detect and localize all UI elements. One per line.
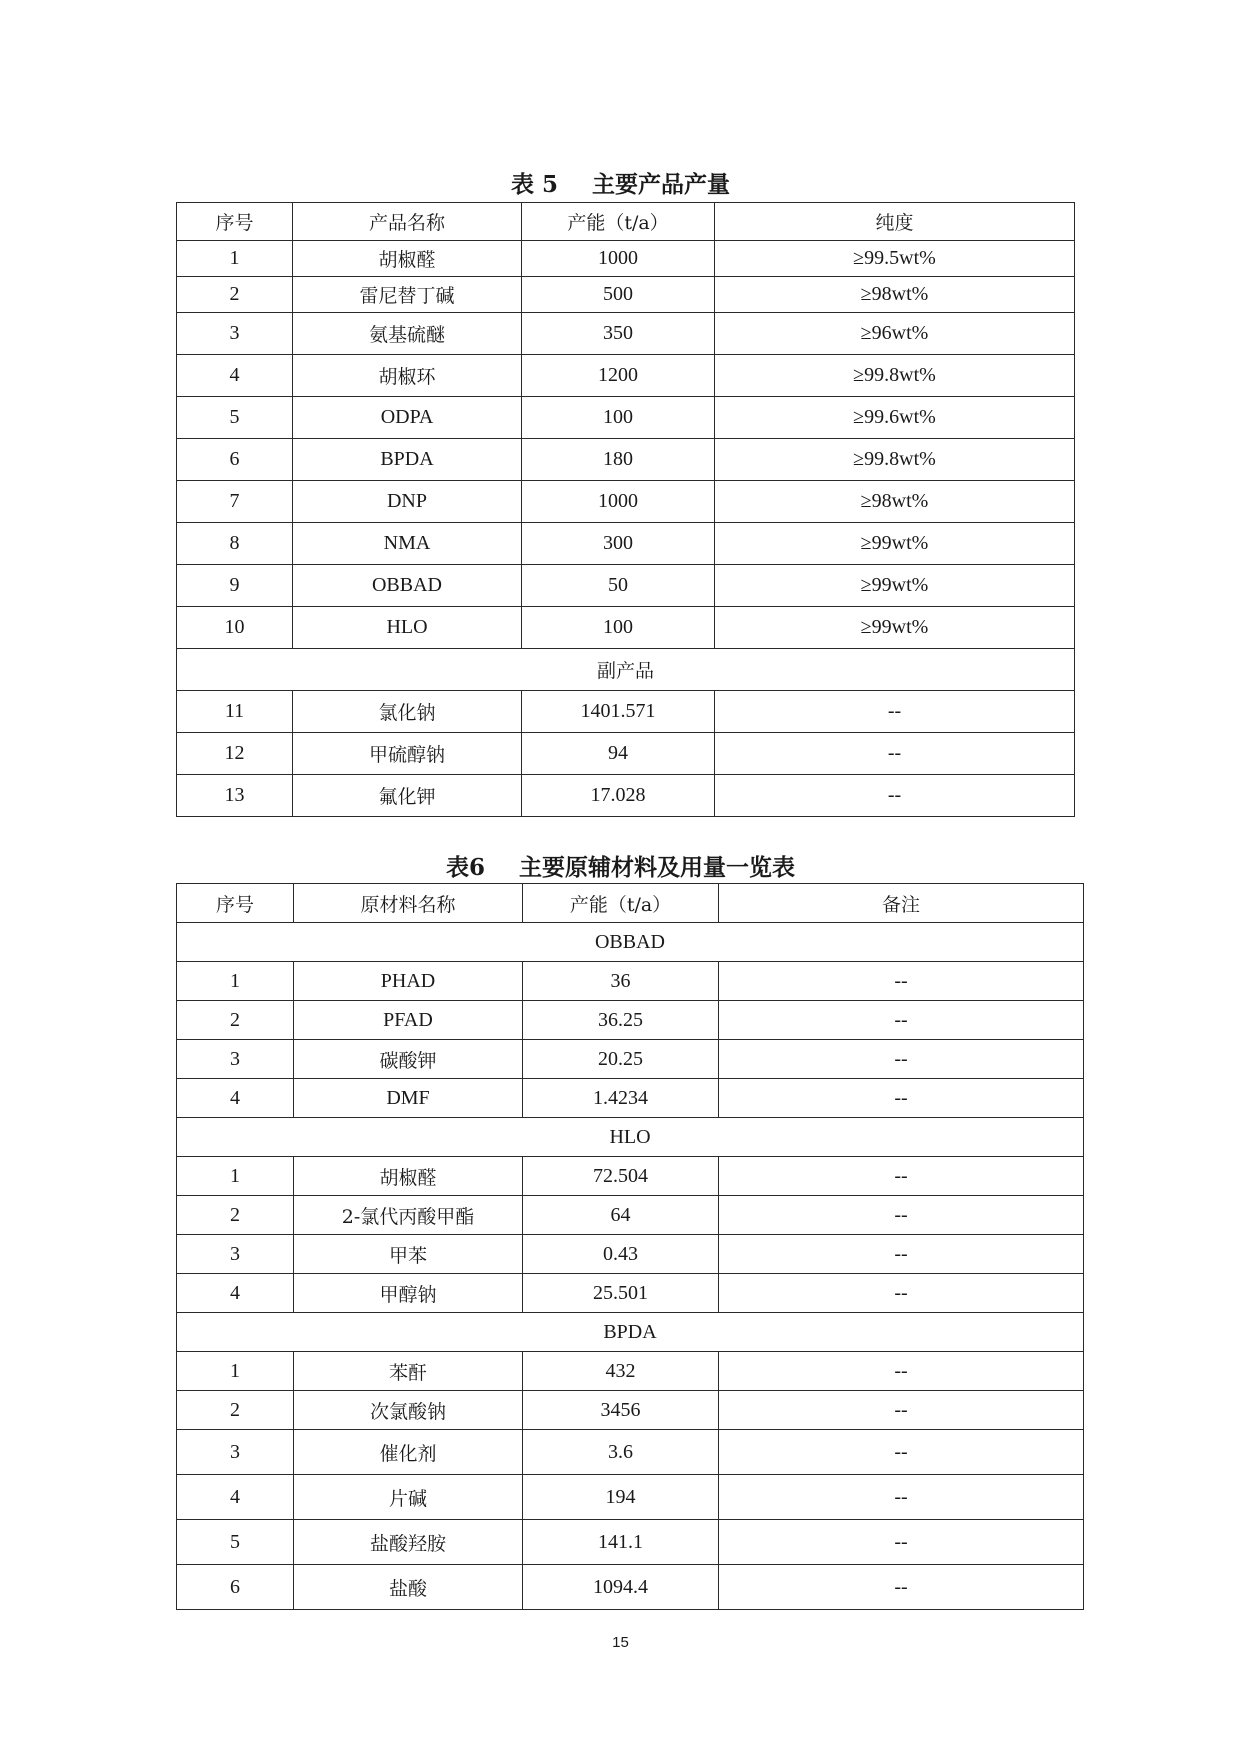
- header-cell: 备注: [719, 884, 1084, 923]
- cell-index: 2: [177, 1196, 294, 1235]
- table-row: [177, 962, 1084, 1001]
- table-row: [177, 1157, 1084, 1196]
- group-name: OBBAD: [177, 923, 1084, 962]
- cell-purity: ≥99.8wt%: [715, 355, 1075, 397]
- table-row: [177, 1001, 1084, 1040]
- cell-product: DNP: [293, 481, 522, 523]
- cell-product: 甲硫醇钠: [293, 733, 522, 775]
- cell-amount: 64: [523, 1196, 719, 1235]
- cell-capacity: 100: [522, 607, 715, 649]
- cell-product: 雷尼替丁碱: [293, 277, 522, 313]
- cell-index: 6: [177, 439, 293, 481]
- table6-caption-title: 主要原辅材料及用量一览表: [519, 854, 795, 881]
- cell-product: OBBAD: [293, 565, 522, 607]
- cell-index: 7: [177, 481, 293, 523]
- cell-purity: ≥99.5wt%: [715, 241, 1075, 277]
- table-header-row: [177, 203, 1075, 241]
- table-row: [177, 277, 1075, 313]
- cell-index: 9: [177, 565, 293, 607]
- cell-index: 2: [177, 277, 293, 313]
- cell-note: --: [719, 1520, 1084, 1565]
- table-row: [177, 241, 1075, 277]
- cell-index: 4: [177, 355, 293, 397]
- raw-materials-table: [176, 883, 1084, 1610]
- cell-capacity: 1000: [522, 481, 715, 523]
- cell-material: 次氯酸钠: [294, 1391, 523, 1430]
- table-row: [177, 355, 1075, 397]
- cell-index: 2: [177, 1001, 294, 1040]
- table-row: [177, 481, 1075, 523]
- table-header-row: [177, 884, 1084, 923]
- cell-material: 甲醇钠: [294, 1274, 523, 1313]
- cell-product: 胡椒环: [293, 355, 522, 397]
- cell-purity: --: [715, 733, 1075, 775]
- cell-index: 12: [177, 733, 293, 775]
- table-row: [177, 1430, 1084, 1475]
- table-row: [177, 1079, 1084, 1118]
- cell-amount: 25.501: [523, 1274, 719, 1313]
- cell-purity: ≥99.6wt%: [715, 397, 1075, 439]
- cell-note: --: [719, 1001, 1084, 1040]
- cell-amount: 3456: [523, 1391, 719, 1430]
- byproduct-section-row: [177, 649, 1075, 691]
- cell-index: 13: [177, 775, 293, 817]
- cell-note: --: [719, 1157, 1084, 1196]
- header-cell: 纯度: [715, 203, 1075, 241]
- cell-index: 3: [177, 313, 293, 355]
- cell-note: --: [719, 962, 1084, 1001]
- cell-purity: ≥99.8wt%: [715, 439, 1075, 481]
- cell-amount: 141.1: [523, 1520, 719, 1565]
- cell-amount: 194: [523, 1475, 719, 1520]
- header-cell: 产能（t/a）: [523, 884, 719, 923]
- cell-index: 6: [177, 1565, 294, 1610]
- product-output-table: [176, 202, 1075, 817]
- cell-amount: 1094.4: [523, 1565, 719, 1610]
- cell-index: 1: [177, 1352, 294, 1391]
- cell-index: 1: [177, 241, 293, 277]
- cell-index: 3: [177, 1040, 294, 1079]
- cell-purity: ≥99wt%: [715, 607, 1075, 649]
- cell-capacity: 300: [522, 523, 715, 565]
- cell-note: --: [719, 1430, 1084, 1475]
- cell-note: --: [719, 1274, 1084, 1313]
- cell-purity: ≥99wt%: [715, 523, 1075, 565]
- header-cell: 原材料名称: [294, 884, 523, 923]
- table-row: [177, 1520, 1084, 1565]
- cell-material: 甲苯: [294, 1235, 523, 1274]
- cell-purity: ≥98wt%: [715, 481, 1075, 523]
- cell-material: PHAD: [294, 962, 523, 1001]
- cell-capacity: 17.028: [522, 775, 715, 817]
- cell-material: 盐酸羟胺: [294, 1520, 523, 1565]
- header-cell: 序号: [177, 884, 294, 923]
- group-name: HLO: [177, 1118, 1084, 1157]
- cell-index: 3: [177, 1235, 294, 1274]
- cell-material: DMF: [294, 1079, 523, 1118]
- table-row: [177, 1391, 1084, 1430]
- cell-amount: 432: [523, 1352, 719, 1391]
- cell-index: 10: [177, 607, 293, 649]
- cell-index: 11: [177, 691, 293, 733]
- table5-caption: [0, 166, 1241, 199]
- cell-capacity: 1200: [522, 355, 715, 397]
- cell-amount: 0.43: [523, 1235, 719, 1274]
- header-cell: 产品名称: [293, 203, 522, 241]
- cell-note: --: [719, 1565, 1084, 1610]
- cell-index: 8: [177, 523, 293, 565]
- cell-note: --: [719, 1235, 1084, 1274]
- cell-amount: 36: [523, 962, 719, 1001]
- page-number: 15: [612, 1634, 629, 1651]
- cell-capacity: 180: [522, 439, 715, 481]
- cell-product: 氟化钾: [293, 775, 522, 817]
- cell-note: --: [719, 1475, 1084, 1520]
- cell-index: 3: [177, 1430, 294, 1475]
- cell-material: 催化剂: [294, 1430, 523, 1475]
- table-row: [177, 523, 1075, 565]
- cell-note: --: [719, 1079, 1084, 1118]
- cell-capacity: 100: [522, 397, 715, 439]
- cell-product: ODPA: [293, 397, 522, 439]
- cell-index: 1: [177, 962, 294, 1001]
- cell-capacity: 50: [522, 565, 715, 607]
- cell-purity: ≥99wt%: [715, 565, 1075, 607]
- cell-amount: 72.504: [523, 1157, 719, 1196]
- cell-material: 2-氯代丙酸甲酯: [294, 1196, 523, 1235]
- table-row: [177, 565, 1075, 607]
- cell-material: 碳酸钾: [294, 1040, 523, 1079]
- table-row: [177, 733, 1075, 775]
- cell-product: HLO: [293, 607, 522, 649]
- cell-index: 2: [177, 1391, 294, 1430]
- cell-purity: ≥98wt%: [715, 277, 1075, 313]
- table6-caption: [0, 849, 1241, 882]
- table-row: [177, 607, 1075, 649]
- cell-capacity: 94: [522, 733, 715, 775]
- cell-purity: ≥96wt%: [715, 313, 1075, 355]
- byproduct-label: 副产品: [177, 649, 1075, 691]
- cell-capacity: 1401.571: [522, 691, 715, 733]
- cell-product: BPDA: [293, 439, 522, 481]
- cell-note: --: [719, 1352, 1084, 1391]
- cell-amount: 3.6: [523, 1430, 719, 1475]
- table-row: [177, 313, 1075, 355]
- header-cell: 产能（t/a）: [522, 203, 715, 241]
- group-name: BPDA: [177, 1313, 1084, 1352]
- cell-material: PFAD: [294, 1001, 523, 1040]
- cell-amount: 20.25: [523, 1040, 719, 1079]
- group-header-row: [177, 923, 1084, 962]
- table5-caption-title: 主要产品产量: [592, 171, 730, 198]
- cell-material: 苯酐: [294, 1352, 523, 1391]
- group-header-row: [177, 1118, 1084, 1157]
- cell-capacity: 350: [522, 313, 715, 355]
- cell-capacity: 1000: [522, 241, 715, 277]
- cell-note: --: [719, 1196, 1084, 1235]
- header-cell: 序号: [177, 203, 293, 241]
- cell-index: 4: [177, 1079, 294, 1118]
- cell-index: 1: [177, 1157, 294, 1196]
- cell-material: 片碱: [294, 1475, 523, 1520]
- table5-caption-label: 表 5: [510, 171, 558, 198]
- cell-product: 氯化钠: [293, 691, 522, 733]
- cell-index: 4: [177, 1475, 294, 1520]
- table-row: [177, 439, 1075, 481]
- cell-note: --: [719, 1040, 1084, 1079]
- cell-note: --: [719, 1391, 1084, 1430]
- cell-material: 盐酸: [294, 1565, 523, 1610]
- cell-product: 氨基硫醚: [293, 313, 522, 355]
- group-header-row: [177, 1313, 1084, 1352]
- table-row: [177, 1565, 1084, 1610]
- cell-capacity: 500: [522, 277, 715, 313]
- cell-product: NMA: [293, 523, 522, 565]
- cell-purity: --: [715, 691, 1075, 733]
- cell-amount: 36.25: [523, 1001, 719, 1040]
- table6-caption-label: 表6: [445, 854, 485, 881]
- table-row: [177, 397, 1075, 439]
- cell-index: 5: [177, 1520, 294, 1565]
- cell-material: 胡椒醛: [294, 1157, 523, 1196]
- table-row: [177, 775, 1075, 817]
- cell-index: 4: [177, 1274, 294, 1313]
- table-row: [177, 1352, 1084, 1391]
- cell-index: 5: [177, 397, 293, 439]
- table-row: [177, 691, 1075, 733]
- table-row: [177, 1040, 1084, 1079]
- table-row: [177, 1475, 1084, 1520]
- table-row: [177, 1274, 1084, 1313]
- cell-amount: 1.4234: [523, 1079, 719, 1118]
- table-row: [177, 1235, 1084, 1274]
- table-row: [177, 1196, 1084, 1235]
- cell-purity: --: [715, 775, 1075, 817]
- cell-product: 胡椒醛: [293, 241, 522, 277]
